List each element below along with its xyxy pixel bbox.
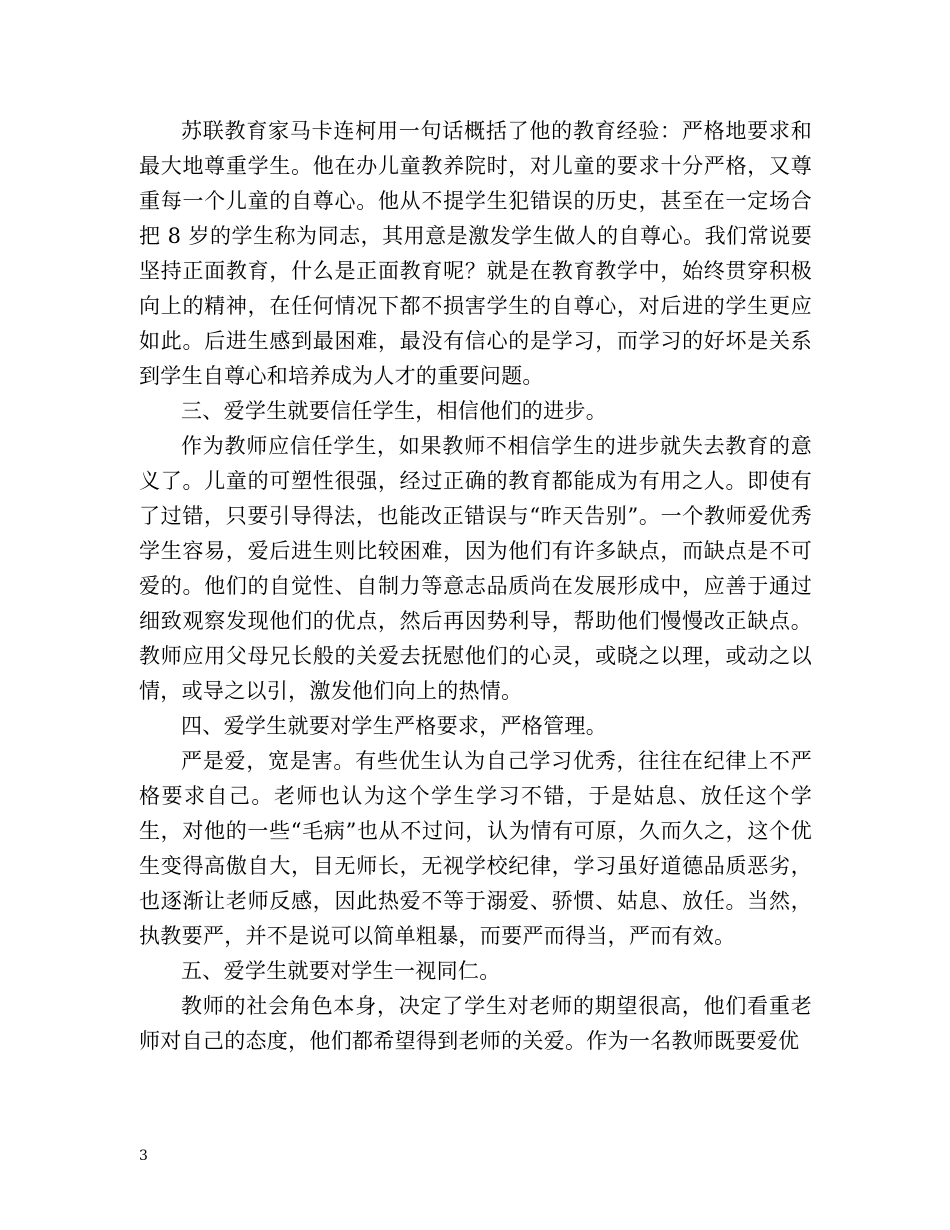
paragraph-trust-students: 作为教师应信任学生，如果教师不相信学生的进步就失去教育的意义了。儿童的可塑性很强，经过正确的教育都能成为有用之人。即使有了过错，只要引导得法，也能改正错误与“昨天告别”。一个教师爱优秀学生容易，爱后进生则比较困难，因为他们有许多缺点，而缺点是不可爱的。他们的自觉性、自制力等意志品质尚在发展形成中，应善于通过细致观察发现他们的优点，然后再因势利导，帮助他们慢慢改正缺点。教师应用父母兄长般的关爱去抚慰他们的心灵，或晓之以理，或动之以情，或导之以引，激发他们向上的热情。 [139,434,812,703]
body-text [139,114,812,1059]
heading-equal-treatment: 五、爱学生就要对学生一视同仁。 [181,959,501,983]
page-number: 3 [139,1148,148,1164]
heading-trust-students: 三、爱学生就要信任学生，相信他们的进步。 [181,399,607,423]
paragraph-strict-requirements: 严是爱，宽是害。有些优生认为自己学习优秀，往往在纪律上不严格要求自己。老师也认为这个学生学习不错，于是姑息、放任这个学生，对他的一些“毛病”也从不过问，认为情有可原，久而久之，这个优生变得高傲自大，目无师长，无视学校纪律，学习虽好道德品质恶劣，也逐渐让老师反感，因此热爱不等于溺爱、骄惯、姑息、放任。当然，执教要严，并不是说可以简单粗暴，而要严而得当，严而有效。 [139,749,812,948]
heading-strict-requirements: 四、爱学生就要对学生严格要求，严格管理。 [181,714,607,738]
paragraph-respect-students: 苏联教育家马卡连柯用一句话概括了他的教育经验：严格地要求和最大地尊重学生。他在办儿童教养院时，对儿童的要求十分严格，又尊重每一个儿童的自尊心。他从不提学生犯错误的历史，甚至在一定场合把 8 岁的学生称为同志，其用意是激发学生做人的自尊心。我们常说要坚持正面教育，什么是正面教育呢？就是在教育教学中，始终贯穿积极向上的精神，在任何情况下都不损害学生的自尊心，对后进的学生更应如此。后进生感到最困难，最没有信心的是学习，而学习的好坏是关系到学生自尊心和培养成为人才的重要问题。 [139,119,812,388]
paragraph-equal-treatment: 教师的社会角色本身，决定了学生对老师的期望很高，他们看重老师对自己的态度，他们都希望得到老师的关爱。作为一名教师既要爱优 [139,994,812,1053]
